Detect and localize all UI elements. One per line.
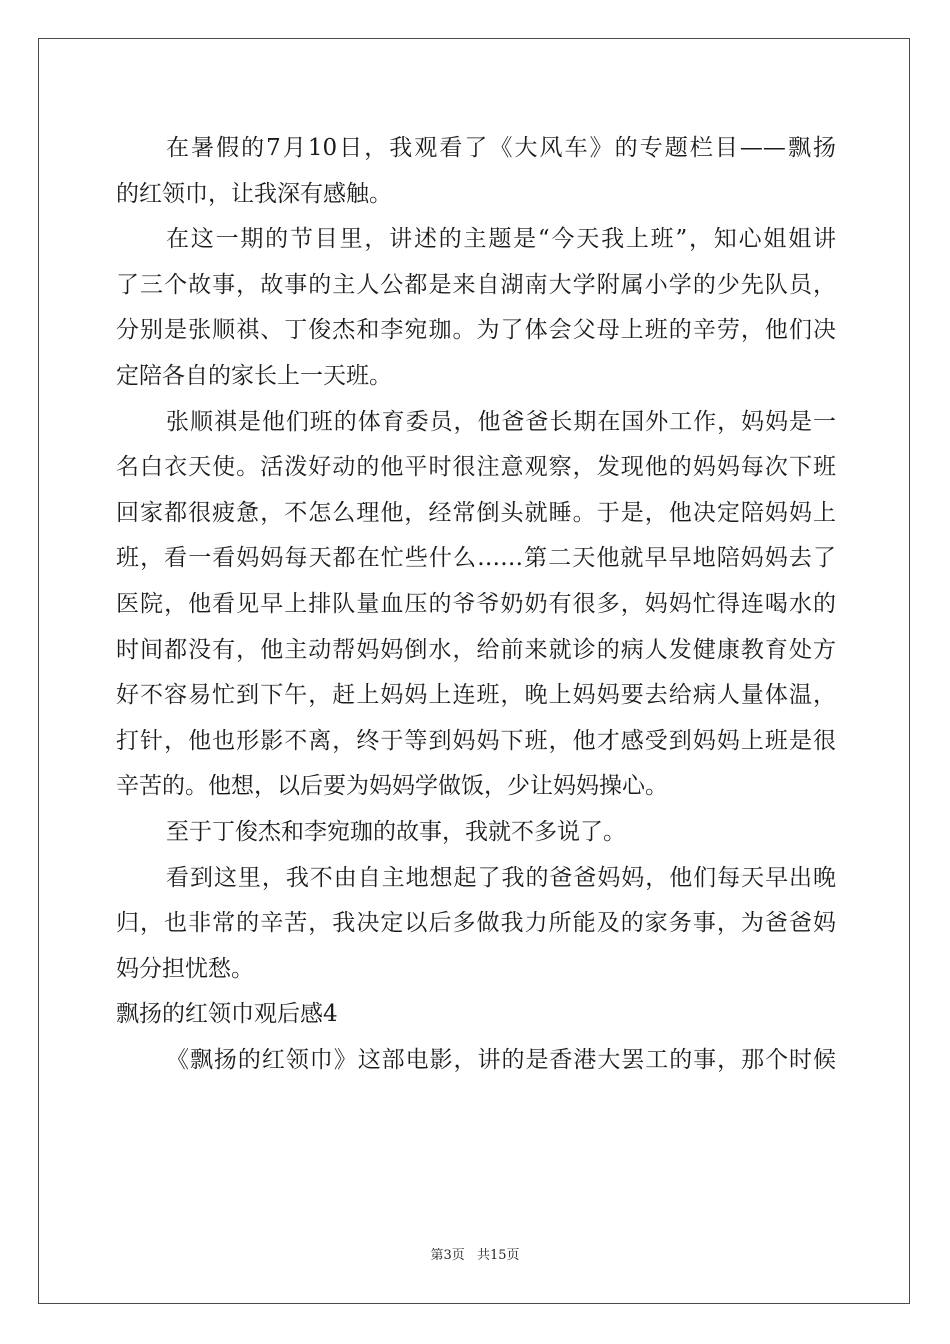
page-total: 共15页 <box>476 1248 520 1263</box>
text-line: 至于丁俊杰和李宛珈的故事，我就不多说了。 <box>166 818 626 845</box>
text-line: 归，也非常的辛苦，我决定以后多做我力所能及的家务事，为爸爸妈 <box>116 910 836 937</box>
text-line: 的红领巾，让我深有感触。 <box>116 180 392 207</box>
text-line: 辛苦的。他想，以后要为妈妈学做饭，少让妈妈操心。 <box>116 773 668 800</box>
text-line: 打针，他也形影不离，终于等到妈妈下班，他才感受到妈妈上班是很 <box>116 727 836 754</box>
text-line: 回家都很疲惫，不怎么理他，经常倒头就睡。于是，他决定陪妈妈上 <box>116 499 836 526</box>
section-title: 飘扬的红领巾观后感4 <box>116 1001 338 1028</box>
text-line: 好不容易忙到下午，赶上妈妈上连班，晚上妈妈要去给病人量体温， <box>116 682 836 709</box>
document-body <box>116 126 836 1083</box>
text-line: 班，看一看妈妈每天都在忙些什么……第二天他就早早地陪妈妈去了 <box>116 545 836 572</box>
text-line: 时间都没有，他主动帮妈妈倒水，给前来就诊的病人发健康教育处方 <box>116 636 836 663</box>
text-line: 名白衣天使。活泼好动的他平时很注意观察，发现他的妈妈每次下班 <box>116 454 836 481</box>
text-line: 张顺祺是他们班的体育委员，他爸爸长期在国外工作，妈妈是一 <box>166 408 836 435</box>
paragraph <box>116 856 836 993</box>
text-line: 定陪各自的家长上一天班。 <box>116 362 392 389</box>
paragraph <box>116 400 836 810</box>
paragraph <box>116 810 836 856</box>
paragraph <box>116 217 836 399</box>
text-line: 看到这里，我不由自主地想起了我的爸爸妈妈，他们每天早出晚 <box>166 864 836 891</box>
text-line: 妈分担忧愁。 <box>116 955 254 982</box>
text-line: 在这一期的节目里，讲述的主题是“今天我上班”，知心姐姐讲 <box>166 226 836 253</box>
paragraph <box>116 1038 836 1084</box>
page-footer <box>0 1244 950 1263</box>
text-line: 了三个故事，故事的主人公都是来自湖南大学附属小学的少先队员， <box>116 271 836 298</box>
text-line: 分别是张顺祺、丁俊杰和李宛珈。为了体会父母上班的辛劳，他们决 <box>116 317 836 344</box>
text-line: 《飘扬的红领巾》这部电影，讲的是香港大罢工的事，那个时候 <box>166 1046 836 1073</box>
text-line: 医院，他看见早上排队量血压的爷爷奶奶有很多，妈妈忙得连喝水的 <box>116 590 836 617</box>
text-line: 在暑假的7月10日，我观看了《大风车》的专题栏目——飘扬 <box>166 135 836 161</box>
paragraph <box>116 126 836 217</box>
page-number: 第3页 <box>430 1248 465 1263</box>
